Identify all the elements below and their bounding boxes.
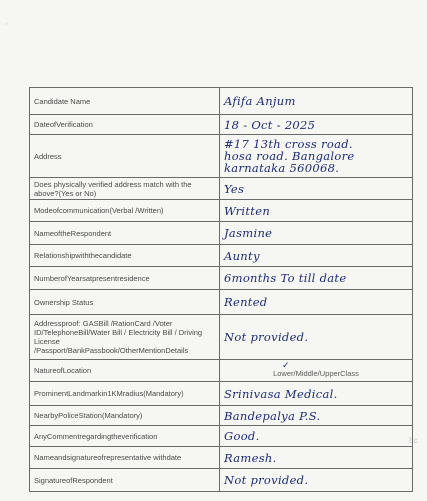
police-station-label: NearbyPoliceStation(Mandatory)	[30, 406, 220, 426]
respondent-signature-label: SignatureofRespondent	[30, 469, 220, 492]
representative-label: Nameandsignatureofrepresentative withdate	[30, 447, 220, 469]
table-row	[30, 290, 413, 315]
table-row	[30, 382, 413, 406]
table-row	[30, 447, 413, 469]
landmark-value: Srinivasa Medical.	[220, 382, 413, 406]
respondent-name-label: NameoftheRespondent	[30, 222, 220, 245]
date-of-verification-label: DateofVerification	[30, 115, 220, 135]
address-match-value: Yes	[220, 178, 413, 200]
address-proof-label: Addressproof: GASBill /RationCard /Voter ID/TelephoneBill/Water Bill / Electricity Bill / Driving License /Passport/BankPassbook/OtherMentionDetails	[30, 315, 220, 360]
address-proof-value: Not provided.	[220, 315, 413, 360]
nature-of-location-label: NatureofLocation	[30, 360, 220, 382]
address-value: #17 13th cross road. hosa road. Bangalore karnataka 560068.	[220, 135, 413, 178]
scan-speck: '	[6, 22, 8, 31]
table-row	[30, 315, 413, 360]
table-row	[30, 178, 413, 200]
respondent-name-value: Jasmine	[220, 222, 413, 245]
table-row	[30, 135, 413, 178]
candidate-name-value: Afifa Anjum	[220, 88, 413, 115]
table-row	[30, 406, 413, 426]
date-of-verification-value: 18 - Oct - 2025	[220, 115, 413, 135]
table-row	[30, 267, 413, 290]
table-row	[30, 88, 413, 115]
table-row	[30, 360, 413, 382]
candidate-name-label: Candidate Name	[30, 88, 220, 115]
table-row	[30, 115, 413, 135]
respondent-signature-value: Not provided.	[220, 469, 413, 492]
relationship-value: Aunty	[220, 245, 413, 267]
table-row	[30, 222, 413, 245]
years-at-residence-value: 6months To till date	[220, 267, 413, 290]
police-station-value: Bandepalya P.S.	[220, 406, 413, 426]
table-row	[30, 469, 413, 492]
ownership-status-label: Ownership Status	[30, 290, 220, 315]
years-at-residence-label: NumberofYearsatpresentresidence	[30, 267, 220, 290]
address-match-label: Does physically verified address match with the above?(Yes or No)	[30, 178, 220, 200]
ownership-status-value: Rented	[220, 290, 413, 315]
comment-value: Good.	[220, 426, 413, 447]
mode-of-communication-label: Modeofcommunication(Verbal /Written)	[30, 200, 220, 222]
address-label: Address	[30, 135, 220, 178]
mode-of-communication-value: Written	[220, 200, 413, 222]
table-row	[30, 245, 413, 267]
scan-speck: 8c	[409, 436, 418, 445]
table-row	[30, 200, 413, 222]
nature-of-location-options: Lower/Middle/UpperClass	[273, 369, 359, 378]
representative-value: Ramesh.	[220, 447, 413, 469]
nature-of-location-value	[220, 360, 413, 382]
table-row	[30, 426, 413, 447]
landmark-label: ProminentLandmarkin1KMradius(Mandatory)	[30, 382, 220, 406]
check-mark-icon: ✓	[282, 360, 290, 370]
relationship-label: Relationshipwiththecandidate	[30, 245, 220, 267]
comment-label: AnyCommentregardingtheverification	[30, 426, 220, 447]
address-verification-table	[29, 87, 413, 492]
